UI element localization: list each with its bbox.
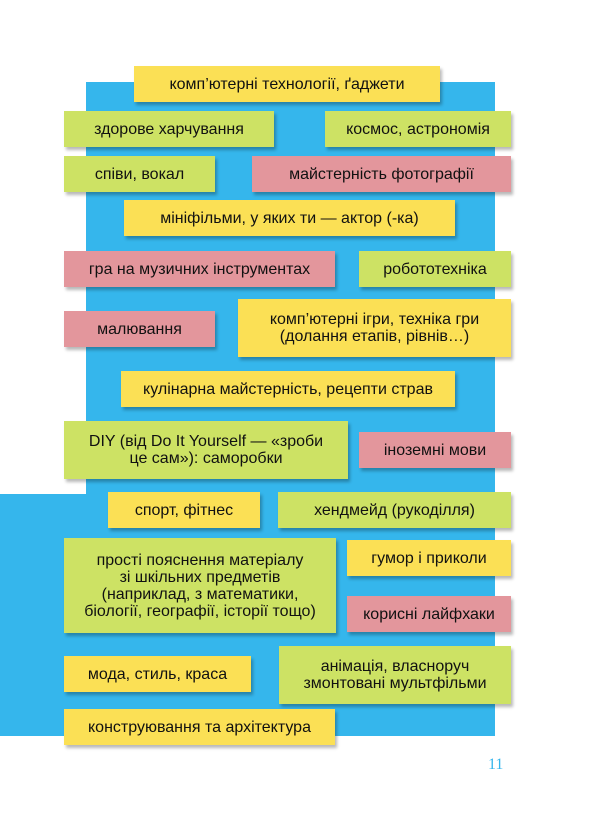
tag-music-instruments: гра на музичних інструментах [64, 251, 335, 287]
tag-computer-games: комп’ютерні ігри, техніка гри (долання етапів, рівнів…) [238, 299, 511, 357]
tag-drawing: малювання [64, 311, 215, 347]
tag-computer-tech: комп’ютерні технології, ґаджети [134, 66, 440, 102]
tag-robotics: робототехніка [359, 251, 511, 287]
tag-diy: DIY (від Do It Yourself — «зроби це сам»): саморобки [64, 421, 348, 479]
tag-fashion: мода, стиль, краса [64, 656, 251, 692]
tag-photo: майстерність фотографії [252, 156, 511, 192]
tag-animation: анімація, власноруч змонтовані мультфільми [279, 646, 511, 704]
tag-sport: спорт, фітнес [108, 492, 260, 528]
tag-healthy-food: здорове харчування [64, 111, 274, 147]
tag-cooking: кулінарна майстерність, рецепти страв [121, 371, 455, 407]
tag-architecture: конструювання та архітектура [64, 709, 335, 745]
tag-space: космос, астрономія [325, 111, 511, 147]
tag-lifehacks: корисні лайфхаки [347, 596, 511, 632]
tag-school-explanations: прості пояснення матеріалу зі шкільних предметів (наприклад, з математики, біології, географії, історії тощо) [64, 538, 336, 633]
tag-singing: співи, вокал [64, 156, 215, 192]
tag-languages: іноземні мови [359, 432, 511, 468]
tag-handmade: хендмейд (рукоділля) [278, 492, 511, 528]
page-number: 11 [488, 756, 504, 773]
tag-minifilms: мініфільми, у яких ти — актор (-ка) [124, 200, 455, 236]
tag-humor: гумор і приколи [347, 540, 511, 576]
